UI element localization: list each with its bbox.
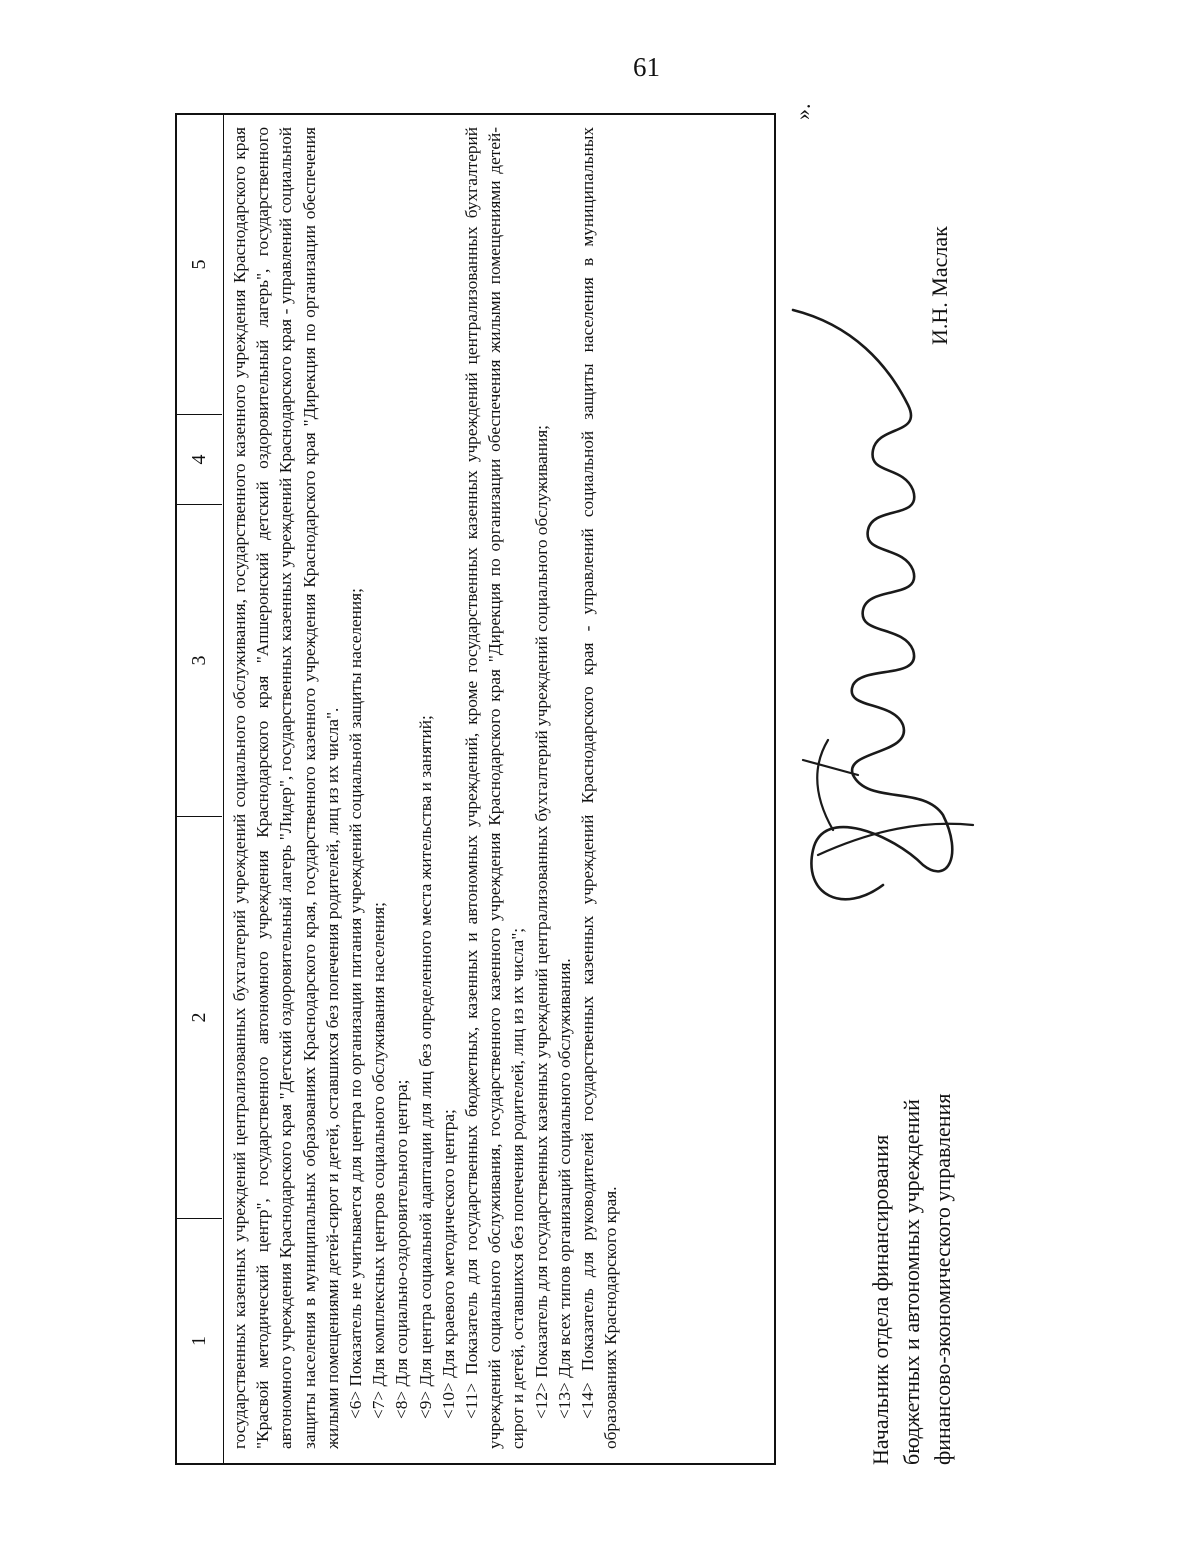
- signatory-title-line-3: финансово-экономического управления: [930, 1093, 955, 1465]
- footnote-13: <13> Для всех типов организаций социального обслуживания.: [554, 958, 574, 1419]
- footnote-10: <10> Для краевого методического центра;: [438, 1109, 458, 1419]
- body-paragraph: государственных казенных учреждений централизованных бухгалтерий учреждений социального обслуживания, государственного казенного учреждения Краснодарского края "Красвой методический центр", государственного автономного учреждения Краснодарского края "Апшеронский детский оздоровительный лагерь", государственного автономного учреждения Краснодарского края "Детский оздоровительный лагерь "Лидер", государственных казенных учреждений Краснодарского края - управлений социальной защиты населения в муниципальных образованиях Краснодарского края, государственного казенного учреждения Краснодарского края "Дирекция по организации обеспечения жилыми помещениями детей-сирот и детей, оставшихся без попечения родителей, лиц из их числа".: [230, 127, 342, 1449]
- header-col-2: 2: [177, 816, 222, 1218]
- header-col-4: 4: [177, 414, 222, 504]
- closing-quote: ».: [790, 103, 815, 120]
- footnote-11: <11> Показатель для государственных бюджетных, казенных и автономных учреждений, кроме государственных казенных учреждений централизованных бухгалтерий учреждений социального обслуживания, государственного казенного учреждения Краснодарского края "Дирекция по организации обеспечения жилыми помещениями детей-сирот и детей, оставшихся без попечения родителей, лиц из их числа";: [462, 127, 528, 1449]
- header-col-1: 1: [177, 1218, 222, 1463]
- handwritten-signature: [773, 305, 1003, 925]
- footnote-6: <6> Показатель не учитывается для центра по организации питания учреждений социальной защиты населения;: [346, 588, 366, 1419]
- footnote-9: <9> Для центра социальной адаптации для лиц без определенного места жительства и занятий;: [415, 715, 435, 1419]
- header-col-3: 3: [177, 504, 222, 816]
- rotated-content: [175, 105, 1075, 1465]
- signatory-title: [865, 905, 958, 1465]
- signatory-title-line-1: Начальник отдела финансирования: [868, 1134, 893, 1465]
- table-body-text: [228, 127, 622, 1449]
- footnote-8: <8> Для социально-оздоровительного центра;: [392, 1079, 412, 1419]
- criteria-table: [175, 113, 776, 1465]
- table-header-row: [177, 115, 224, 1463]
- signatory-title-line-2: бюджетных и автономных учреждений: [899, 1099, 924, 1465]
- footnote-14: <14> Показатель для руководителей государственных казенных учреждений Краснодарского края - управлений социальной защиты населения в муниципальных образованиях Краснодарского края.: [578, 127, 621, 1449]
- page-number: 61: [633, 52, 660, 82]
- footnote-7: <7> Для комплексных центров социального обслуживания населения;: [369, 902, 389, 1419]
- signatory-name: И.Н. Маслак: [927, 226, 952, 345]
- footnote-12: <12> Показатель для государственных казенных учреждений централизованных бухгалтерий учреждений социального обслуживания;: [531, 425, 551, 1419]
- header-col-5: 5: [188, 259, 210, 270]
